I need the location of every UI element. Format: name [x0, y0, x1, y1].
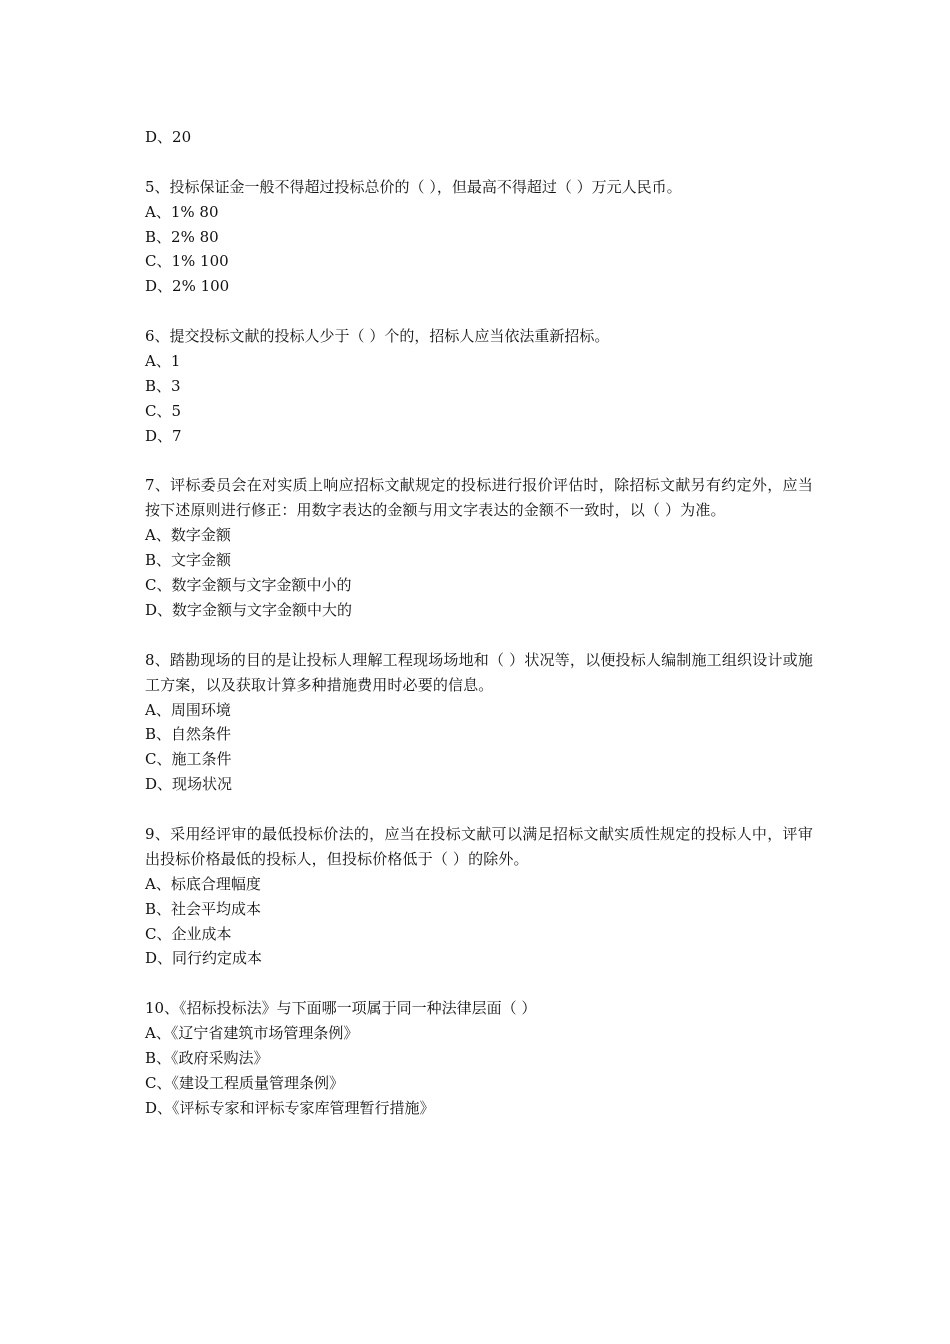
option-a: A、《辽宁省建筑市场管理条例》	[145, 1024, 359, 1043]
option-d: D、2% 100	[145, 277, 230, 296]
spacer	[145, 150, 813, 175]
question-list	[145, 125, 813, 1121]
question-10	[145, 996, 813, 1120]
question-text: 8、踏勘现场的目的是让投标人理解工程现场场地和（ ）状况等，以便投标人编制施工组织设计或施工方案，以及获取计算多种措施费用时必要的信息。	[145, 650, 813, 694]
option-d: D、《评标专家和评标专家库管理暂行措施》	[145, 1098, 435, 1117]
option-c: C、数字金额与文字金额中小的	[145, 576, 352, 595]
option-d: D、现场状况	[145, 775, 233, 794]
option-b: B、自然条件	[145, 725, 232, 744]
spacer	[145, 449, 813, 474]
option-b: B、《政府采购法》	[145, 1049, 269, 1068]
option-a: A、1% 80	[145, 202, 219, 221]
option-c: C、企业成本	[145, 924, 232, 943]
option-b: B、2% 80	[145, 227, 219, 246]
spacer	[145, 797, 813, 822]
spacer	[145, 299, 813, 324]
question-5	[145, 175, 813, 299]
option-c: C、施工条件	[145, 750, 232, 769]
question-7	[145, 473, 813, 622]
option-c: C、5	[145, 401, 182, 420]
option-c: C、1% 100	[145, 252, 229, 271]
question-6	[145, 324, 813, 448]
option-b: B、文字金额	[145, 551, 232, 570]
spacer	[145, 623, 813, 648]
question-9	[145, 822, 813, 971]
spacer	[145, 971, 813, 996]
option-c: C、《建设工程质量管理条例》	[145, 1073, 344, 1092]
option-b: B、3	[145, 376, 181, 395]
option-a: A、周围环境	[145, 700, 231, 719]
option-d: D、同行约定成本	[145, 949, 263, 968]
question-text: 7、评标委员会在对实质上响应招标文献规定的投标进行报价评估时，除招标文献另有约定外，应当按下述原则进行修正：用数字表达的金额与用文字表达的金额不一致时，以（ ）为准。	[145, 476, 813, 520]
question-text: 6、提交投标文献的投标人少于（ ）个的，招标人应当依法重新招标。	[145, 327, 610, 346]
option-a: A、数字金额	[145, 526, 231, 545]
question-8	[145, 648, 813, 797]
option-d: D、7	[145, 426, 182, 445]
option-a: A、1	[145, 352, 181, 371]
option-a: A、标底合理幅度	[145, 874, 261, 893]
prev-question-option-d: D、20	[145, 128, 192, 146]
question-text: 9、采用经评审的最低投标价法的，应当在投标文献可以满足招标文献实质性规定的投标人中，评审出投标价格最低的投标人，但投标价格低于（ ）的除外。	[145, 825, 813, 868]
option-b: B、社会平均成本	[145, 899, 262, 918]
question-text: 10、《招标投标法》与下面哪一项属于同一种法律层面（ ）	[145, 999, 537, 1018]
option-d: D、数字金额与文字金额中大的	[145, 600, 353, 619]
question-text: 5、投标保证金一般不得超过投标总价的（ ），但最高不得超过（ ）万元人民币。	[145, 177, 682, 196]
